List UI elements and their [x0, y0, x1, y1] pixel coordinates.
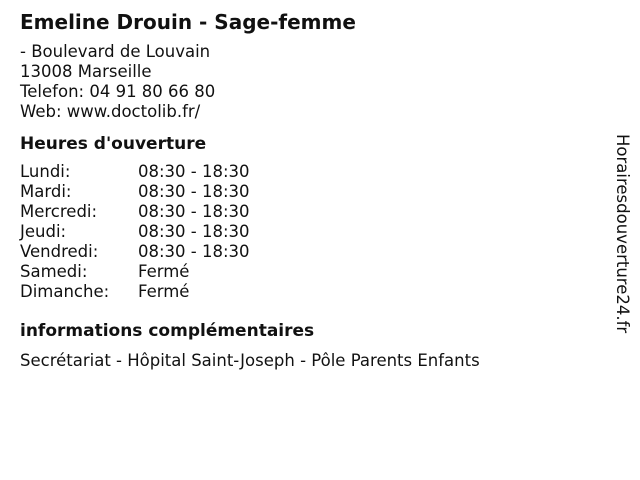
- time-value: 08:30 - 18:30: [138, 182, 250, 201]
- time-value: Fermé: [138, 262, 190, 281]
- hours-row-sunday: [20, 282, 590, 302]
- time-value: 08:30 - 18:30: [138, 162, 250, 181]
- hours-row-thursday: [20, 222, 590, 242]
- day-label: Vendredi:: [20, 242, 99, 261]
- hours-row-monday: [20, 162, 590, 182]
- hours-row-friday: [20, 242, 590, 262]
- hours-row-wednesday: [20, 202, 590, 222]
- city-line: 13008 Marseille: [20, 62, 152, 81]
- site-watermark: Horairesdouverture24.fr: [613, 134, 632, 334]
- day-label: Jeudi:: [20, 222, 67, 241]
- hours-row-tuesday: [20, 182, 590, 202]
- day-label: Mardi:: [20, 182, 72, 201]
- website-line: Web: www.doctolib.fr/: [20, 102, 201, 121]
- business-name: Emeline Drouin - Sage-femme: [20, 10, 356, 34]
- phone-line: Telefon: 04 91 80 66 80: [20, 82, 216, 101]
- additional-info-title: informations complémentaires: [20, 321, 315, 341]
- day-label: Lundi:: [20, 162, 71, 181]
- time-value: 08:30 - 18:30: [138, 202, 250, 221]
- day-label: Samedi:: [20, 262, 88, 281]
- address-block: [20, 42, 590, 122]
- day-label: Dimanche:: [20, 282, 110, 301]
- hours-row-saturday: [20, 262, 590, 282]
- time-value: 08:30 - 18:30: [138, 222, 250, 241]
- opening-hours-title: Heures d'ouverture: [20, 134, 207, 154]
- day-label: Mercredi:: [20, 202, 98, 221]
- business-card: [20, 10, 590, 371]
- time-value: 08:30 - 18:30: [138, 242, 250, 261]
- additional-info-text: Secrétariat - Hôpital Saint-Joseph - Pôle Parents Enfants: [20, 351, 480, 370]
- opening-hours-table: [20, 162, 590, 302]
- time-value: Fermé: [138, 282, 190, 301]
- street-address: - Boulevard de Louvain: [20, 42, 211, 61]
